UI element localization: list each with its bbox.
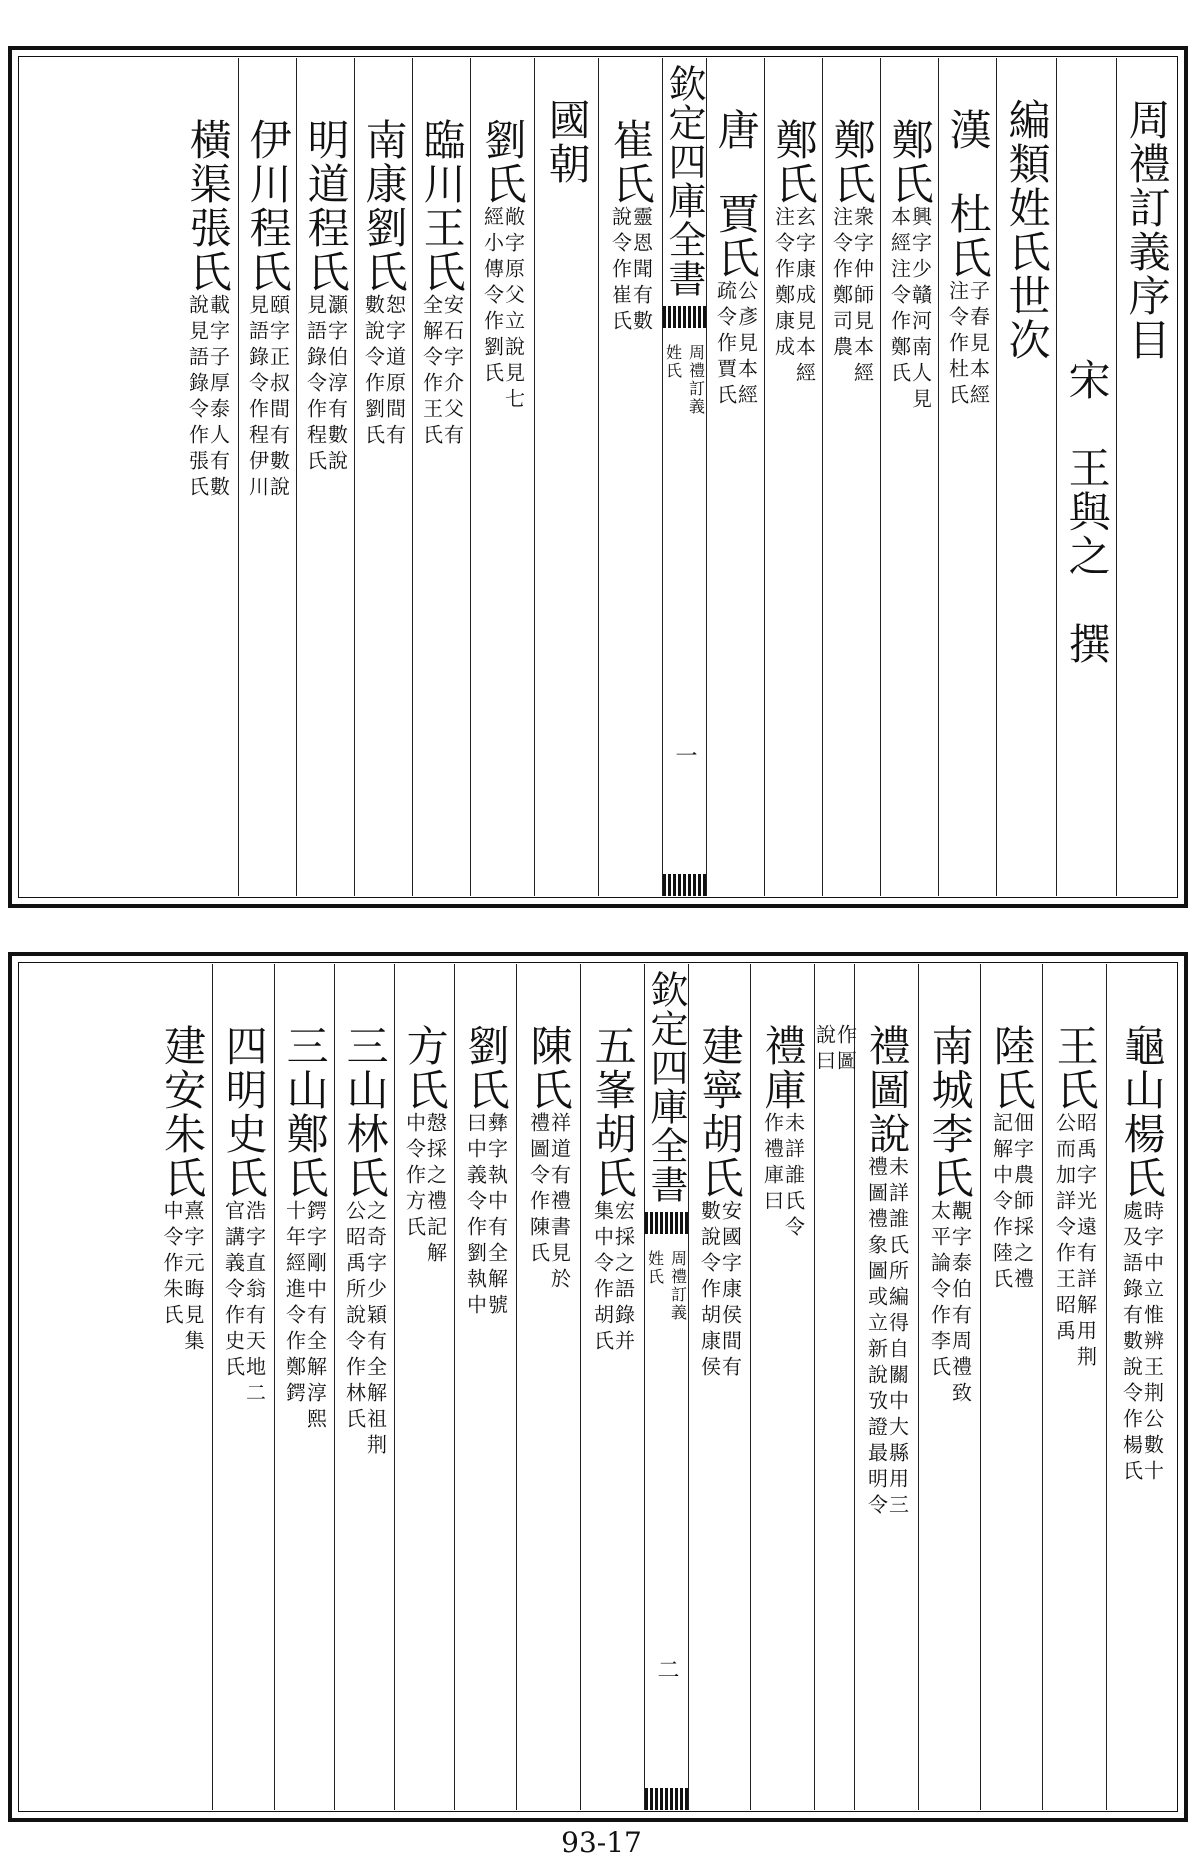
- annotation-line: 靈恩聞有數: [629, 206, 654, 336]
- annotation: [762, 1112, 804, 1242]
- text-column: [706, 58, 764, 896]
- annotation: [814, 1024, 856, 1076]
- annotation-line: 衆字仲師見本經: [850, 206, 875, 388]
- annotation-line: 見語錄令作程氏: [303, 294, 328, 476]
- text-column: [1106, 964, 1176, 1810]
- text-column: [470, 58, 534, 896]
- text-column: [354, 58, 412, 896]
- annotation-line: 鍔字剛中有全解淳熙: [303, 1200, 328, 1434]
- annotation-line: 官講義令作史氏: [221, 1200, 246, 1382]
- heading: 禮圖說: [862, 1024, 912, 1156]
- page-top: [8, 46, 1188, 908]
- surname: 杜氏: [943, 192, 993, 280]
- heading: 南城李氏: [925, 1024, 975, 1200]
- text-column: [854, 964, 918, 1810]
- annotation-line: 禮圖禮象圖或立新說攷證最明令: [864, 1156, 889, 1520]
- heading: 禮庫: [758, 1024, 808, 1112]
- leaf-number: 二: [654, 1658, 679, 1680]
- annotation-line: 未詳誰氏令: [781, 1112, 806, 1242]
- heading: 橫渠張氏: [183, 118, 233, 294]
- heading: 漢: [943, 108, 993, 152]
- text-column: [1056, 58, 1116, 896]
- heading: 伊川程氏: [243, 118, 293, 294]
- annotation-line: 子春見本經: [966, 280, 991, 410]
- heading: 南康劉氏: [359, 118, 409, 294]
- text-column: [1116, 58, 1176, 896]
- annotation: [528, 1112, 570, 1294]
- heading: 方氏: [400, 1024, 450, 1112]
- fish-tail-mark-lower: [663, 874, 706, 896]
- annotation-line: 安國字康侯間有: [718, 1200, 743, 1382]
- page-number: 93-17: [561, 1826, 642, 1859]
- annotation-line: 之奇字少穎有全解祖荆: [363, 1200, 388, 1460]
- banner-title: 欽定四庫全書: [662, 64, 706, 298]
- heading: 陳氏: [524, 1024, 574, 1112]
- surname: 賈氏: [711, 192, 761, 280]
- annotation-line: 數說令作劉氏: [361, 294, 386, 450]
- page-bottom: [8, 952, 1188, 1822]
- text-column: [580, 964, 644, 1810]
- annotation-line: 注令作杜氏: [945, 280, 970, 410]
- annotation: [1121, 1200, 1163, 1486]
- heading: 國朝: [542, 98, 592, 186]
- annotation-line: 經小傳令作劉氏: [480, 206, 505, 388]
- annotation: [161, 1200, 203, 1356]
- heading: 五峯胡氏: [588, 1024, 638, 1200]
- banner-note-line: 周禮訂義: [668, 1250, 688, 1322]
- annotation: [363, 294, 405, 450]
- center-banner: [662, 58, 706, 896]
- text-column: [238, 58, 296, 896]
- annotation: [610, 206, 652, 336]
- annotation-line: 昭禹字光遠有詳解用荆: [1073, 1112, 1098, 1372]
- text-column: [750, 964, 814, 1810]
- annotation-line: 慤採之禮記解: [423, 1112, 448, 1268]
- heading: 鄭氏: [885, 118, 935, 206]
- text-column: [177, 58, 238, 896]
- banner-note: [662, 328, 708, 416]
- banner-note-line: 姓氏: [663, 344, 683, 380]
- text-column: [454, 964, 516, 1810]
- annotation: [344, 1200, 386, 1460]
- text-column: [1042, 964, 1106, 1810]
- annotation-line: 全解令作王氏: [419, 294, 444, 450]
- annotation-line: 時字中立惟辨王荆公數十: [1140, 1200, 1165, 1486]
- annotation-line: 禮圖令作陳氏: [526, 1112, 551, 1268]
- annotation-line: 說曰: [812, 1024, 837, 1076]
- text-column: [880, 58, 938, 896]
- banner-note: [644, 1234, 690, 1322]
- text-column: [274, 964, 334, 1810]
- text-column: [394, 964, 454, 1810]
- annotation-line: 曰中義令作劉執中: [463, 1112, 488, 1320]
- annotation: [929, 1200, 971, 1408]
- heading: 陸氏: [987, 1024, 1037, 1112]
- annotation-line: 本經注令作鄭氏: [887, 206, 912, 388]
- annotation-line: 浩字直翁有天地二: [242, 1200, 267, 1408]
- heading: 唐: [711, 108, 761, 152]
- annotation-line: 中令作朱氏: [160, 1200, 184, 1330]
- annotation-line: 頤字正叔間有數說: [266, 294, 291, 502]
- annotation: [592, 1200, 634, 1356]
- center-banner: [644, 964, 688, 1810]
- annotation-line: 祥道有禮書見於: [547, 1112, 572, 1294]
- annotation-line: 公彥見本經: [734, 280, 759, 410]
- fish-tail-mark: [645, 1212, 688, 1234]
- columns-top: [20, 58, 1176, 896]
- heading: 四明史氏: [219, 1024, 269, 1200]
- text-column: [764, 58, 822, 896]
- fish-tail-mark-lower: [645, 1788, 688, 1810]
- annotation-line: 灝字伯淳有數說: [324, 294, 349, 476]
- annotation: [715, 280, 757, 410]
- annotation-line: 敞字原父立說見七: [501, 206, 526, 414]
- annotation-line: 處及語錄有數說令作楊氏: [1119, 1200, 1144, 1486]
- text-column: [212, 964, 274, 1810]
- annotation-line: 安石字介父有: [440, 294, 465, 450]
- heading: 周禮訂義序目: [1122, 98, 1172, 362]
- text-column: [918, 964, 980, 1810]
- heading: 鄭氏: [827, 118, 877, 206]
- annotation-line: 記解中令作陸氏: [989, 1112, 1014, 1294]
- heading: 崔氏: [606, 118, 656, 206]
- text-column: [822, 58, 880, 896]
- banner-title: 欽定四庫全書: [644, 970, 688, 1204]
- annotation-line: 公昭禹所說令作林氏: [342, 1200, 367, 1434]
- heading: 編類姓氏世次: [1002, 98, 1052, 362]
- annotation: [866, 1156, 908, 1520]
- heading: 劉氏: [478, 118, 528, 206]
- text-column: [534, 58, 598, 896]
- annotation: [465, 1112, 507, 1320]
- heading: 臨川王氏: [417, 118, 467, 294]
- annotation-line: 說令作崔氏: [608, 206, 633, 336]
- text-column: [334, 964, 394, 1810]
- annotation: [223, 1200, 265, 1408]
- text-column: [296, 58, 354, 896]
- text-column: [412, 58, 470, 896]
- heading: 明道程氏: [301, 118, 351, 294]
- annotation-line: 集中令作胡氏: [590, 1200, 615, 1356]
- text-column: [152, 964, 212, 1810]
- annotation: [404, 1112, 446, 1268]
- fish-tail-mark: [663, 306, 706, 328]
- annotation-line: 數說令作胡康侯: [697, 1200, 722, 1382]
- annotation: [773, 206, 815, 388]
- annotation: [284, 1200, 326, 1434]
- heading: 三山林氏: [340, 1024, 390, 1200]
- annotation: [831, 206, 873, 388]
- annotation: [305, 294, 347, 476]
- leaf-number: 一: [672, 744, 697, 766]
- text-column: [598, 58, 662, 896]
- heading: 龜山楊氏: [1117, 1024, 1167, 1200]
- heading: 建安朱氏: [158, 1024, 208, 1200]
- annotation-line: 十年經進令作鄭鍔: [282, 1200, 307, 1408]
- annotation: [991, 1112, 1033, 1294]
- heading: 建寧胡氏: [695, 1024, 745, 1200]
- annotation-line: 未詳誰氏所編得自關中大縣用三: [885, 1156, 910, 1520]
- columns-bottom: [20, 964, 1176, 1810]
- annotation-line: 作圖: [833, 1024, 858, 1076]
- annotation-line: 恕字道原間有: [382, 294, 407, 450]
- heading: 劉氏: [461, 1024, 511, 1112]
- annotation-line: 作禮庫曰: [760, 1112, 785, 1216]
- text-column: [688, 964, 750, 1810]
- text-column: [980, 964, 1042, 1810]
- heading: 鄭氏: [769, 118, 819, 206]
- text-column: [812, 964, 858, 1810]
- annotation-line: 佃字農師採之禮: [1010, 1112, 1035, 1294]
- annotation: [1054, 1112, 1096, 1372]
- annotation-line: 注令作鄭司農: [829, 206, 854, 362]
- annotation: [889, 206, 931, 414]
- annotation: [247, 294, 289, 502]
- author-line: 宋 王與之 撰: [1062, 358, 1112, 666]
- annotation-line: 疏令作賈氏: [713, 280, 738, 410]
- annotation-line: 見語錄令作程伊川: [245, 294, 270, 502]
- annotation-line: 玄字康成見本經: [792, 206, 817, 388]
- annotation-line: 彝字執中有全解號: [484, 1112, 509, 1320]
- annotation-line: 太平論令作李氏: [927, 1200, 952, 1382]
- annotation-line: 載字子厚泰人有數: [206, 294, 231, 502]
- annotation-line: 熹字元晦見集: [181, 1200, 205, 1356]
- annotation: [947, 280, 989, 410]
- banner-note-line: 周禮訂義: [686, 344, 706, 416]
- annotation-line: 說見語錄令作張氏: [185, 294, 210, 502]
- text-column: [516, 964, 580, 1810]
- heading: 王氏: [1050, 1024, 1100, 1112]
- text-column: [996, 58, 1056, 896]
- text-column: [938, 58, 996, 896]
- heading: 三山鄭氏: [280, 1024, 330, 1200]
- annotation: [421, 294, 463, 450]
- annotation-line: 注令作鄭康成: [771, 206, 796, 362]
- annotation-line: 興字少贛河南人見: [908, 206, 933, 414]
- annotation: [699, 1200, 741, 1382]
- annotation-line: 宏採之語錄并: [611, 1200, 636, 1356]
- annotation-line: 覯字泰伯有周禮致: [948, 1200, 973, 1408]
- annotation-line: 公而加詳令作王昭禹: [1052, 1112, 1077, 1346]
- annotation: [482, 206, 524, 414]
- annotation: [187, 294, 229, 502]
- annotation-line: 中令作方氏: [402, 1112, 427, 1242]
- banner-note-line: 姓氏: [645, 1250, 665, 1286]
